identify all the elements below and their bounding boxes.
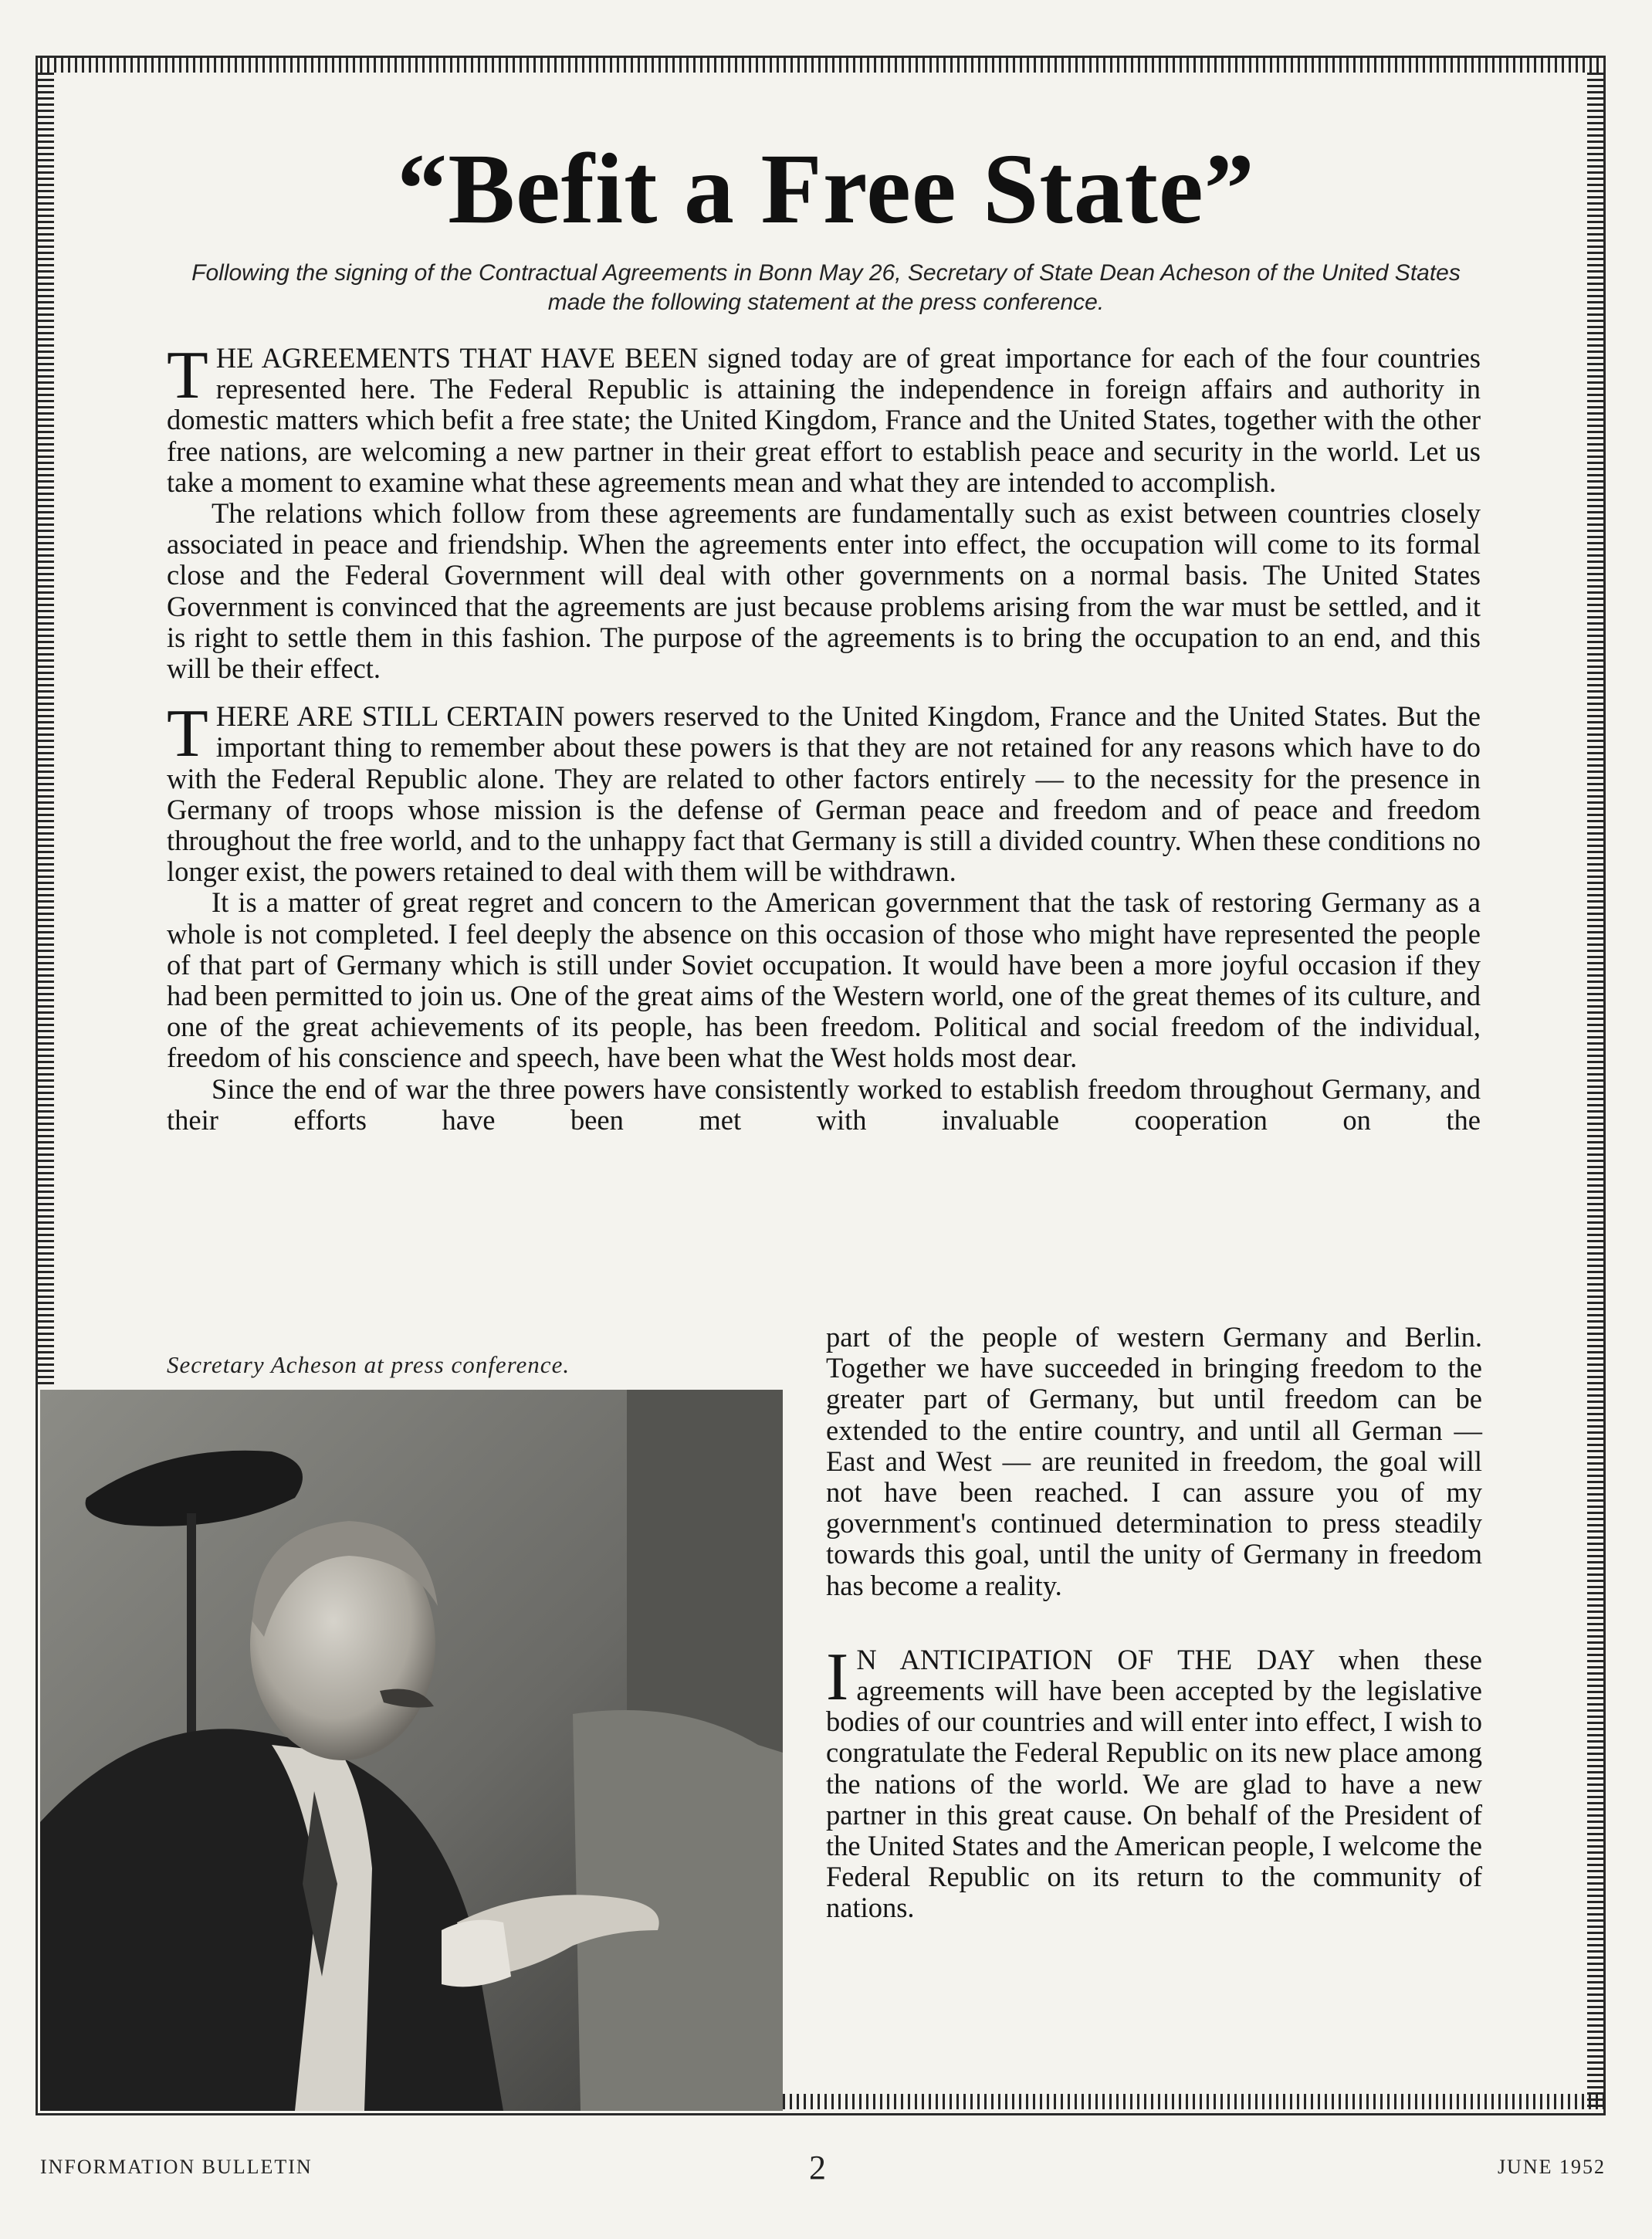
footer-page-number: 2 [809, 2149, 826, 2186]
lead-in-caps: HERE ARE STILL CERTAIN [215, 700, 565, 733]
photo-caption: Secretary Acheson at press conference. [167, 1351, 570, 1378]
lead-in-caps: HE AGREEMENTS THAT HAVE BEEN [215, 342, 699, 374]
paragraph-1-text: signed today are of great importance for each of the four countries represented here. The Federal Republic is attaining the independence in foreign affairs and authority in domestic matters which befit a free state; the United Kingdom, France and the United States, together with the other free nations, are welcoming a new partner in their great effort to establish peace and security in the world. Let us take a moment to examine what these agreements mean and what they are intended to accomplish. [167, 342, 1481, 498]
article-title: “Befit a Free State” [397, 134, 1255, 245]
article-intro: Following the signing of the Contractual Agreements in Bonn May 26, Secretary of State Dean Acheson of the United States made the following statement at the press conference. [191, 260, 1461, 315]
footer-publication: INFORMATION BULLETIN [40, 2156, 313, 2178]
photo-illustration [40, 1390, 783, 2111]
drop-cap: I [826, 1639, 849, 1715]
paragraph-1 [167, 338, 1481, 498]
right-column [826, 1322, 1482, 1924]
paragraph-5-continued: part of the people of western Germany and Berlin. Together we have succeeded in bringing freedom to the greater part of Germany, but until freedom can be extended to the entire country, and until all German — East and West — are reunited in freedom, the goal will not have been reached. I can assure you of my government's continued determination to press steadily towards this goal, until the unity of Germany in freedom has become a reality. [826, 1321, 1482, 1601]
paragraph-6 [826, 1639, 1482, 1924]
paragraph-2: The relations which follow from these agreements are fundamentally such as exist between countries closely associated in peace and friendship. When the agreements enter into effect, the occupation will come to its formal close and the Federal Government will deal with other governments on a normal basis. The United States Government is convinced that the agreements are just because problems arising from the war must be settled, and it is right to settle them in this fashion. The purpose of the agreements is to bring the occupation to an end, and this will be their effect. [167, 497, 1481, 685]
footer-date: JUNE 1952 [1497, 2156, 1606, 2178]
paragraph-3-text: powers reserved to the United Kingdom, France and the United States. But the important thing to remember about these powers is that they are not retained for any reasons which have to do with the Federal Republic alone. They are related to other factors entirely — to the necessity for the presence in Germany of troops whose mission is the defense of German peace and freedom and of peace and freedom throughout the free world, and to the unhappy fact that Germany is still a divided country. When these conditions no longer exist, the powers retained to deal with them will be withdrawn. [167, 700, 1481, 888]
drop-cap: T [167, 338, 208, 413]
paragraph-6-text: when these agreements will have been accepted by the legislative bodies of our countries and will enter into effect, I wish to congratulate the Federal Republic on its new place among the nations of the world. We are glad to have a new partner in this great cause. On behalf of the President of the United States and the American people, I welcome the Federal Republic on its return to the community of nations. [826, 1643, 1482, 1924]
drop-cap: T [167, 696, 208, 772]
lead-in-caps: N ANTICIPATION OF THE DAY [856, 1643, 1315, 1675]
paragraph-5: Since the end of war the three powers have consistently worked to establish freedom throughout Germany, and their efforts have been met with invaluable cooperation on the [167, 1072, 1481, 1136]
paragraph-3 [167, 696, 1481, 888]
article-body [167, 338, 1481, 1136]
paragraph-4: It is a matter of great regret and concern to the American government that the task of restoring Germany as a whole is not completed. I feel deeply the absence on this occasion of those who might have represented the people of that part of Germany which is still under Soviet occupation. It would have been a more joyful occasion if they had been permitted to join us. One of the great aims of the Western world, one of the great themes of its culture, and one of the great achievements of its people, has been freedom. Political and social freedom of the individual, freedom of his conscience and speech, have been what the West holds most dear. [167, 886, 1481, 1074]
acheson-photo [40, 1390, 783, 2111]
